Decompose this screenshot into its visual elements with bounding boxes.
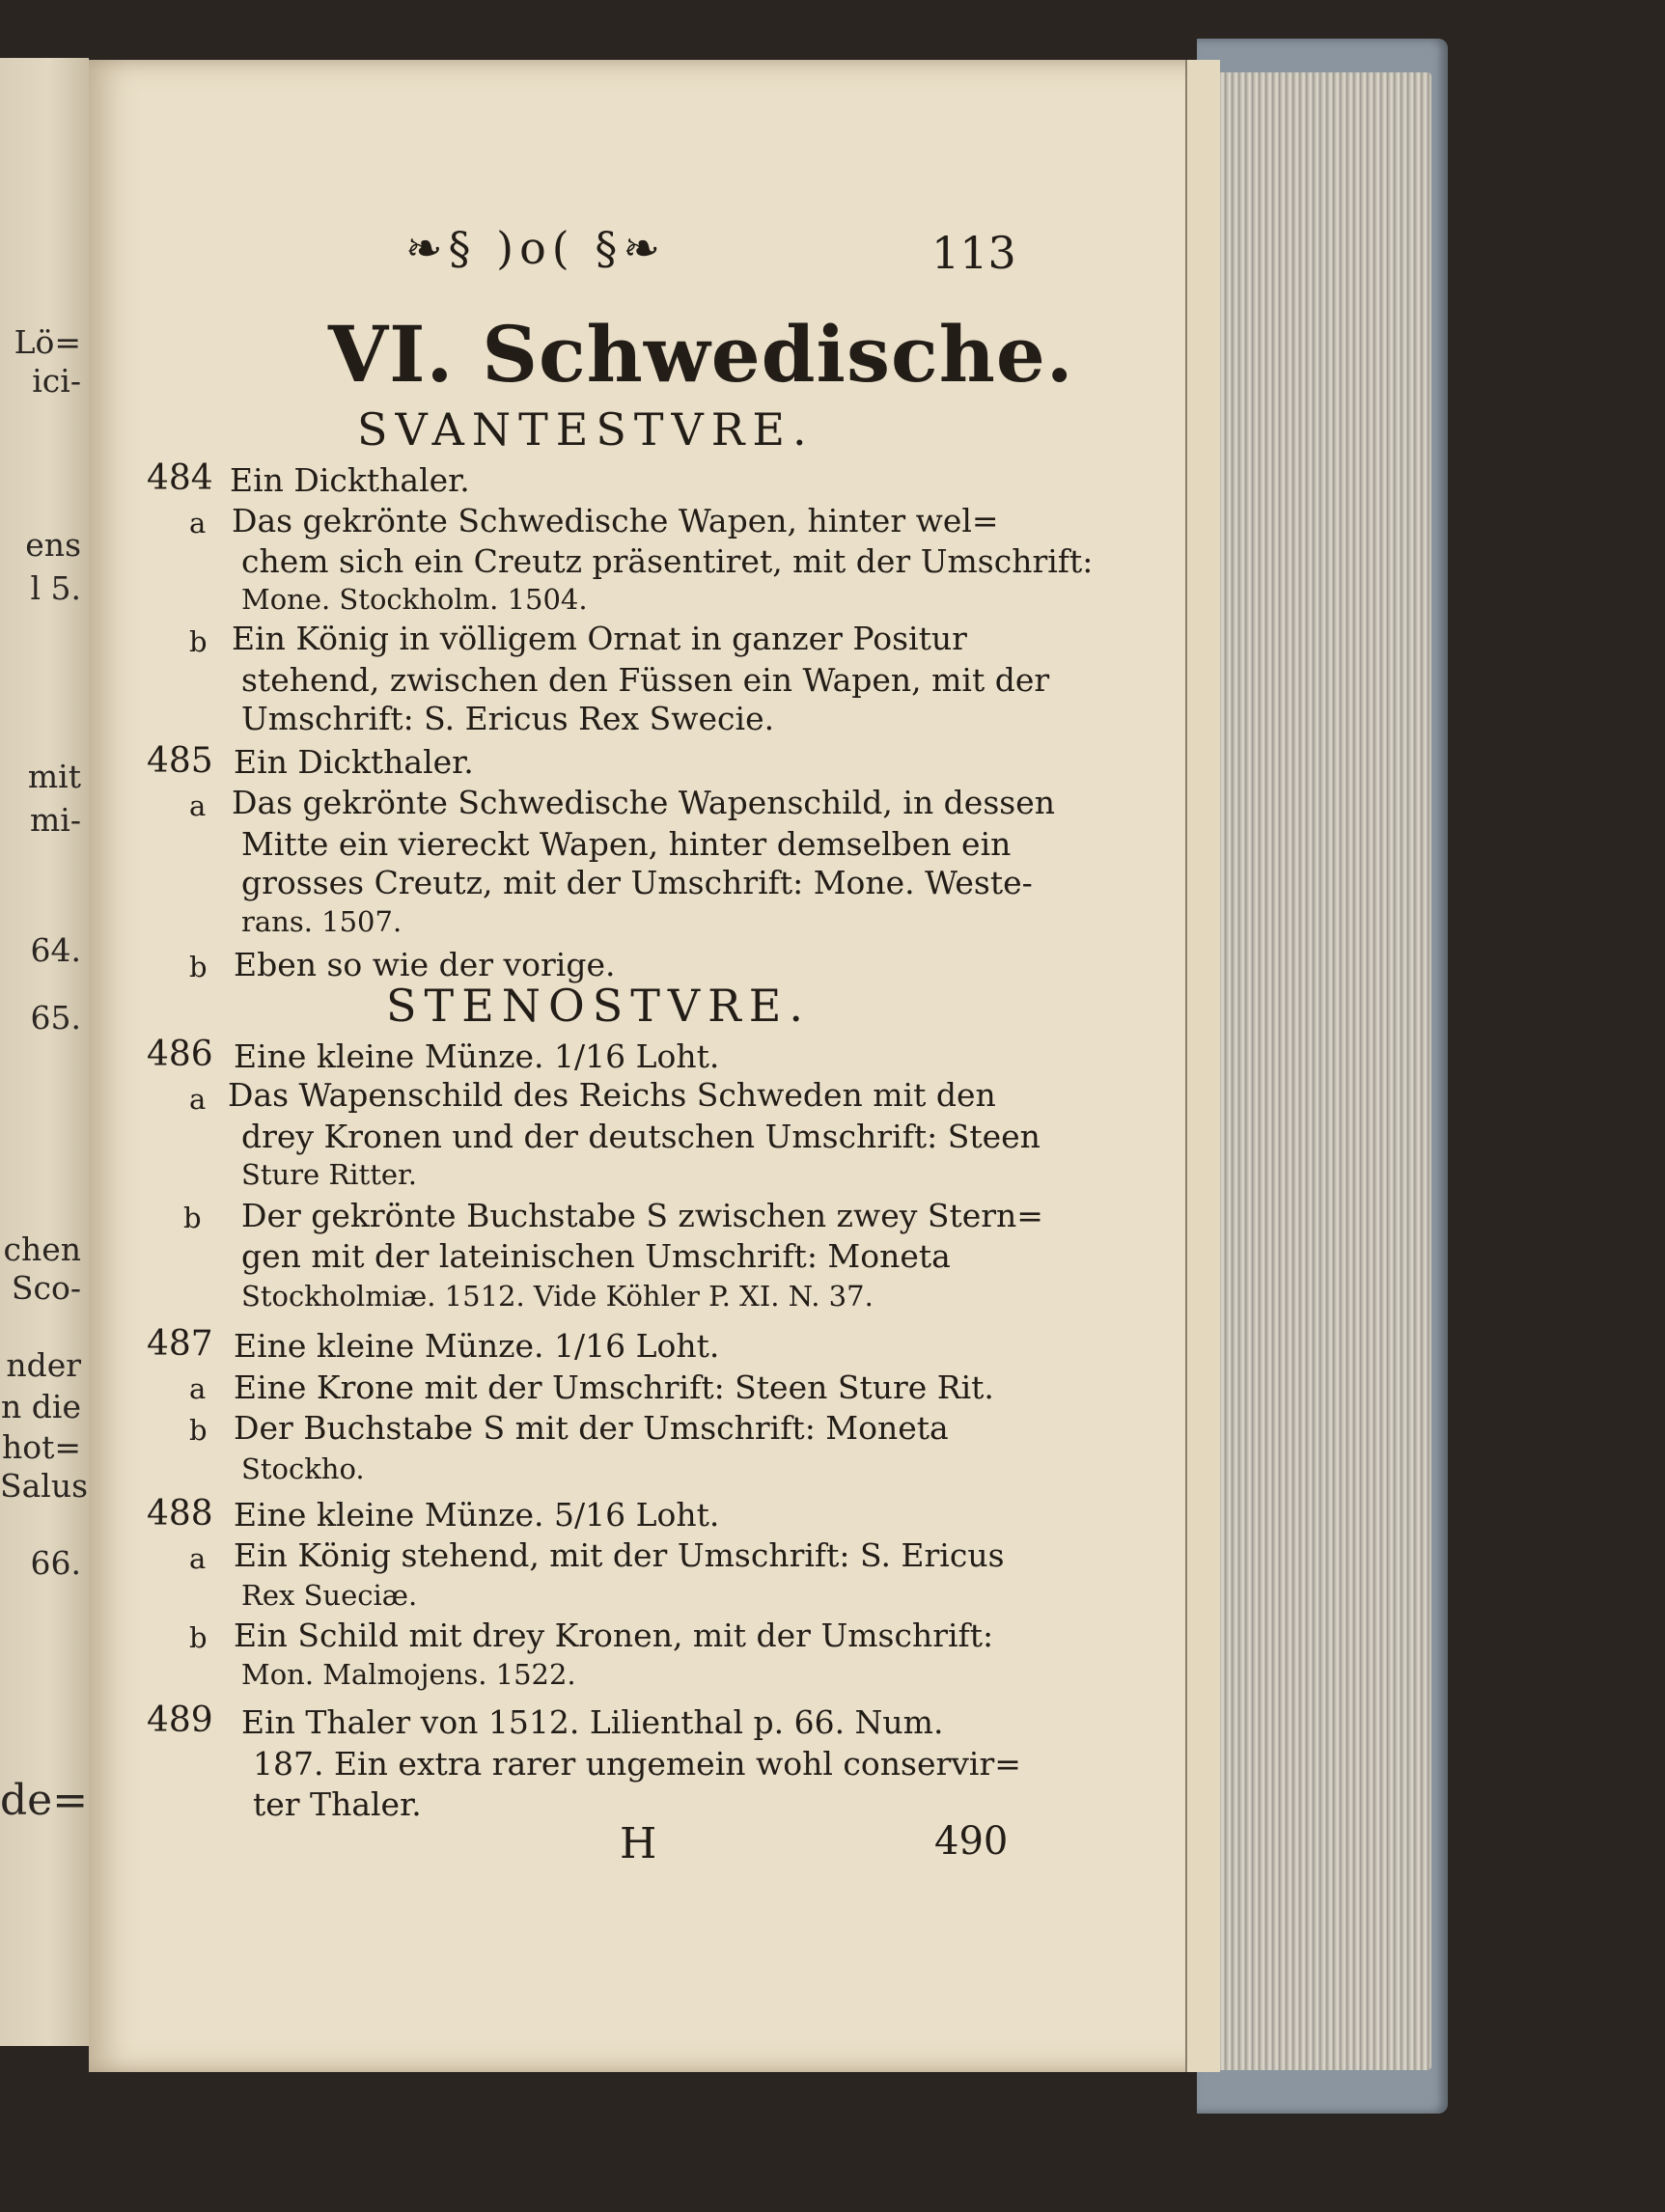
entry-text: Das Wapenschild des Reichs Schweden mit den: [228, 1076, 996, 1114]
entry-number: 487: [147, 1324, 213, 1364]
margin-fragment: Salus: [0, 1467, 89, 1505]
entry-label: b: [189, 951, 208, 983]
entry-text: Ein König stehend, mit der Umschrift: S. Ericus: [234, 1536, 1005, 1574]
entry-text: drey Kronen und der deutschen Umschrift: Steen: [241, 1118, 1041, 1155]
entry-label: a: [189, 1542, 207, 1575]
entry-text: gen mit der lateinischen Umschrift: Moneta: [241, 1237, 951, 1275]
margin-fragment: hot=: [1, 1428, 81, 1466]
entry-text: grosses Creutz, mit der Umschrift: Mone. Weste-: [241, 864, 1033, 901]
entry-number: 489: [147, 1700, 213, 1740]
section-heading: SVANTESTVRE.: [357, 403, 815, 456]
entry-text: Stockholmiæ. 1512. Vide Köhler P. XI. N. 37.: [241, 1280, 874, 1313]
entry-text: Ein König in völligem Ornat in ganzer Positur: [232, 620, 967, 657]
entry-text: Mitte ein viereckt Wapen, hinter demselben ein: [241, 825, 1012, 863]
entry-text: 187. Ein extra rarer ungemein wohl conservir=: [253, 1745, 1021, 1783]
left-page: [0, 58, 89, 2046]
entry-text: Ein Schild mit drey Kronen, mit der Umschrift:: [234, 1617, 994, 1654]
page-title: VI. Schwedische.: [328, 309, 1074, 400]
entry-text: ter Thaler.: [253, 1785, 422, 1823]
entry-text: Sture Ritter.: [241, 1158, 417, 1191]
entry-label: b: [189, 625, 208, 658]
entry-label: b: [189, 1414, 208, 1447]
entry-text: Der Buchstabe S mit der Umschrift: Moneta: [234, 1409, 949, 1447]
entry-text: Eben so wie der vorige.: [234, 946, 616, 983]
entry-text: Eine Krone mit der Umschrift: Steen Sture Rit.: [234, 1369, 994, 1406]
margin-fragment: 66.: [30, 1544, 81, 1582]
margin-fragment: l 5.: [30, 569, 81, 607]
page-number: 113: [931, 227, 1016, 279]
entry-label: a: [189, 789, 207, 822]
margin-fragment: mi-: [30, 801, 81, 839]
entry-label: b: [189, 1621, 208, 1654]
margin-fragment: nder: [6, 1346, 81, 1384]
entry-text: Eine kleine Münze. 1/16 Loht.: [234, 1037, 720, 1075]
signature-mark: H: [620, 1819, 657, 1868]
entry-number: 488: [147, 1494, 213, 1534]
entry-text: Ein Thaler von 1512. Lilienthal p. 66. Num.: [241, 1703, 944, 1741]
entry-text: rans. 1507.: [241, 905, 402, 938]
page-edges: [1211, 72, 1431, 2070]
entry-label: b: [183, 1202, 202, 1234]
entry-text: Stockho.: [241, 1452, 365, 1485]
entry-text: Umschrift: S. Ericus Rex Swecie.: [241, 700, 775, 737]
entry-number: 486: [147, 1035, 213, 1074]
margin-fragment: 64.: [30, 931, 81, 969]
gutter-frame: [1185, 60, 1220, 2072]
entry-number: 484: [147, 458, 213, 498]
margin-fragment: ici-: [32, 362, 81, 400]
margin-fragment: n die: [1, 1388, 81, 1425]
entry-text: Ein Dickthaler.: [230, 461, 470, 499]
entry-text: Ein Dickthaler.: [234, 743, 474, 781]
margin-fragment: de=: [0, 1776, 89, 1825]
entry-label: a: [189, 1372, 207, 1405]
entry-number: 485: [147, 741, 213, 781]
entry-text: Eine kleine Münze. 1/16 Loht.: [234, 1327, 720, 1365]
margin-fragment: Lö=: [14, 323, 81, 361]
entry-text: Das gekrönte Schwedische Wapen, hinter wel=: [232, 502, 999, 539]
entry-text: chem sich ein Creutz präsentiret, mit der Umschrift:: [241, 542, 1094, 580]
margin-fragment: mit: [27, 758, 81, 795]
margin-fragment: chen: [3, 1230, 81, 1268]
entry-text: Das gekrönte Schwedische Wapenschild, in dessen: [232, 784, 1055, 821]
entry-text: stehend, zwischen den Füssen ein Wapen, mit der: [241, 661, 1050, 699]
margin-fragment: ens: [25, 526, 81, 564]
entry-label: a: [189, 1083, 207, 1116]
catchword: 490: [934, 1819, 1009, 1864]
entry-text: Rex Sueciæ.: [241, 1579, 418, 1612]
entry-text: Eine kleine Münze. 5/16 Loht.: [234, 1496, 720, 1534]
entry-label: a: [189, 507, 207, 539]
margin-fragment: 65.: [30, 999, 81, 1037]
header-ornament: ❧§ )o( §❧: [405, 222, 666, 274]
section-heading: STENOSTVRE.: [386, 980, 811, 1032]
margin-fragment: Sco-: [11, 1269, 81, 1307]
entry-text: Mone. Stockholm. 1504.: [241, 583, 588, 616]
entry-text: Der gekrönte Buchstabe S zwischen zwey Stern=: [241, 1197, 1043, 1234]
entry-text: Mon. Malmojens. 1522.: [241, 1658, 576, 1691]
